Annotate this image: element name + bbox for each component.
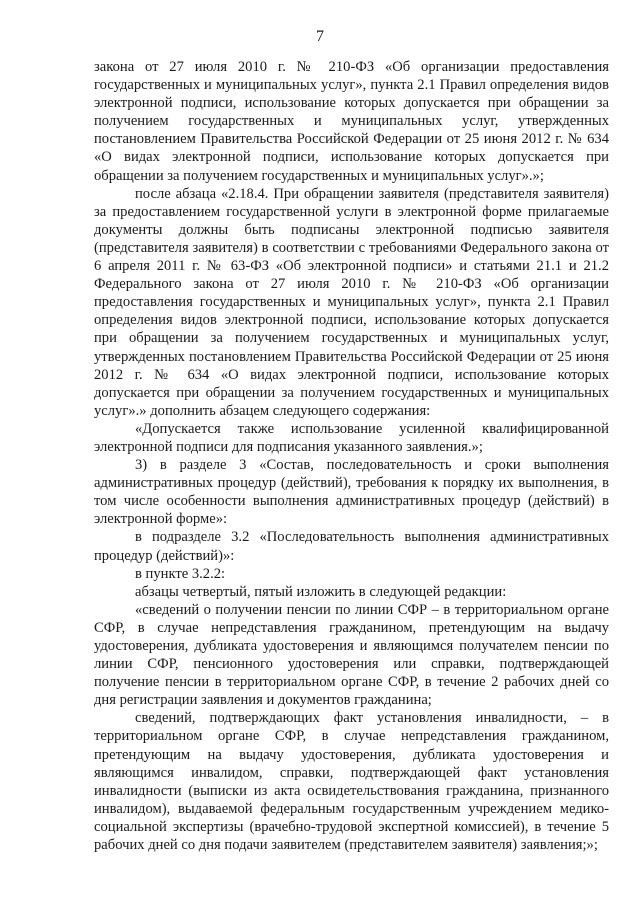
paragraph-item-3-2-2: в пункте 3.2.2:	[135, 565, 226, 582]
paragraph-pension-info: «сведений о получении пенсии по линии СФР – в территориальном органе СФР, в случае непредставления гражданином, претендующим на выдачу удостоверения, дубликата удостоверения и являющимся получателем пенсии по линии СФР, пенсионного удостоверения или справки, подтверждающей получение пенсии в территориальном органе СФР, в течение 2 рабочих дней со дня регистрации заявления и документов гражданина;	[94, 601, 609, 709]
paragraph-abzacy: абзацы четвертый, пятый изложить в следующей редакции:	[135, 583, 507, 600]
paragraph-continuation: закона от 27 июля 2010 г. № 210-ФЗ «Об организации предоставления государственных и муниципальных услуг», пункта 2.1 Правил определения видов электронной подписи, использование которых допускается при обращении за получением государственных и муниципальных услуг, утвержденных постановлением Правительства Российской Федерации от 25 июня 2012 г. № 634 «О видах электронной подписи, использование которых допускается при обращении за получением государственных и муниципальных услуг».»;	[94, 59, 609, 184]
paragraph-after-2-18-4: после абзаца «2.18.4. При обращении заявителя (представителя заявителя) за предоставлением государственной услуги в электронной форме прилагаемые документы должны быть подписаны электронной подписью заявителя (представителя заявителя) в соответствии с требованиями Федерального закона от 6 апреля 2011 г. № 63-ФЗ «Об электронной подписи» и статьями 21.1 и 21.2 Федерального закона от 27 июля 2010 г. № 210-ФЗ «Об организации предоставления государственных и муниципальных услуг», пункта 2.1 Правил определения видов электронной подписи, использование которых допускается при обращении за получением государственных и муниципальных услуг, утвержденных постановлением Правительства Российской Федерации от 25 июня 2012 г. № 634 «О видах электронной подписи, использование которых допускается при обращении за получением государственных и муниципальных услуг».» дополнить абзацем следующего содержания:	[94, 185, 609, 419]
paragraph-quote-signature: «Допускается также использование усиленной квалифицированной электронной подписи для подписания указанного заявления.»;	[94, 420, 609, 455]
paragraph-disability-info: сведений, подтверждающих факт установления инвалидности, – в территориальном органе СФР, в случае непредставления гражданином, претендующим на выдачу удостоверения, дубликата удостоверения и являющимся инвалидом, справки, подтверждающей факт установления инвалидности (выписки из акта освидетельствования гражданина, признанного инвалидом), выдаваемой федеральным государственным учреждением медико-социальной экспертизы (врачебно-трудовой экспертной комиссией), в течение 5 рабочих дней со дня подачи заявителем (представителем заявителя) заявления;»;	[94, 710, 609, 854]
paragraph-section-3: 3) в разделе 3 «Состав, последовательность и сроки выполнения административных процедур (действий), требования к порядку их выполнения, в том числе особенности выполнения административных процедур (действий) в электронной форме»:	[94, 457, 609, 528]
document-body	[94, 58, 609, 854]
paragraph-subsection-3-2: в подразделе 3.2 «Последовательность выполнения административных процедур (действий)»:	[94, 529, 609, 564]
page-number: 7	[316, 28, 324, 45]
